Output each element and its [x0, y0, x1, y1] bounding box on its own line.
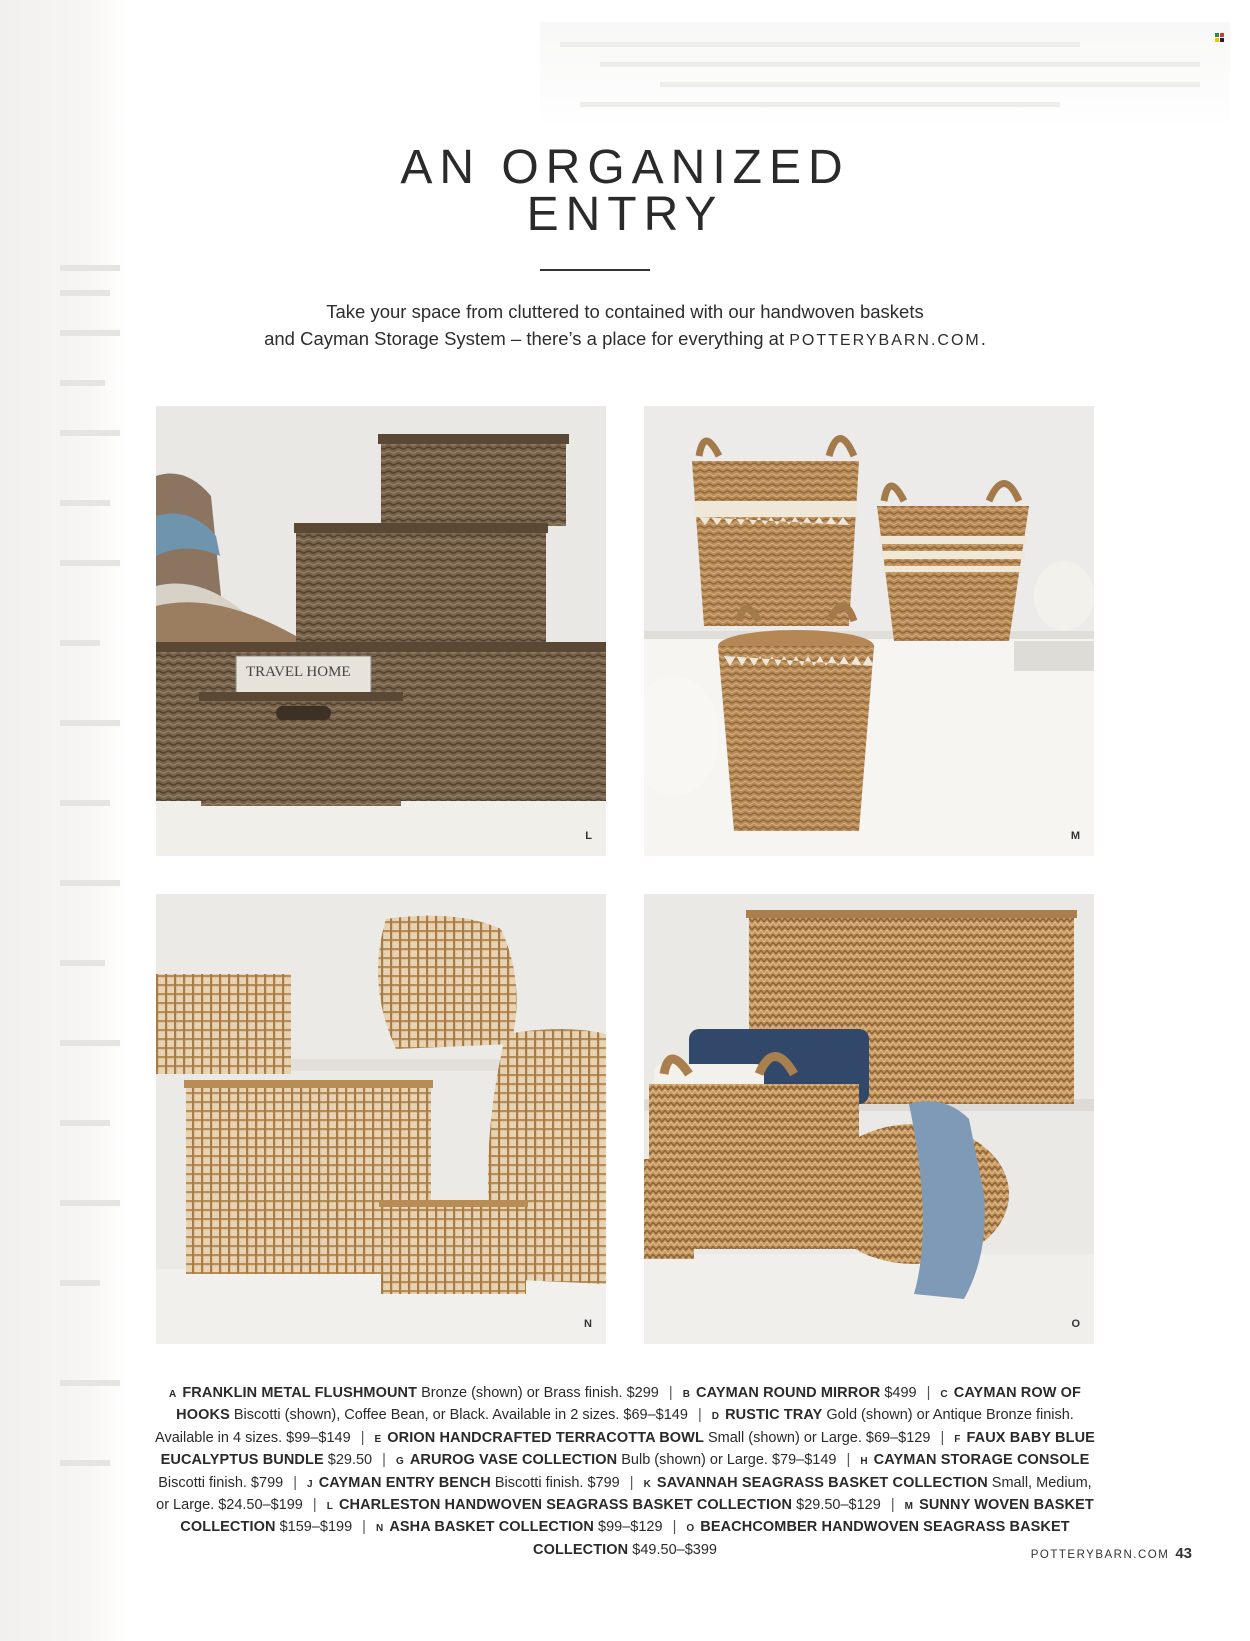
product-detail: Gold (shown) or Antique Bronze finish. Available in 4 sizes. $99–$149 — [155, 1407, 1074, 1446]
intro-line-1: Take your space from cluttered to contained with our handwoven baskets — [326, 301, 924, 322]
intro-line-2-text: and Cayman Storage System – there’s a place for everything at — [264, 328, 790, 349]
product-name: CAYMAN ENTRY BENCH — [318, 1474, 491, 1491]
product-letter: M — [904, 1501, 914, 1513]
page-number: 43 — [1175, 1545, 1192, 1562]
product-item — [375, 1430, 931, 1446]
product-name: FAUX BABY BLUE EUCALYPTUS BUNDLE — [160, 1429, 1095, 1469]
product-detail: Small (shown) or Large. $69–$129 — [707, 1429, 931, 1446]
color-registration-icon — [1215, 33, 1224, 42]
product-name: RUSTIC TRAY — [725, 1407, 823, 1424]
photo-asha-baskets — [156, 894, 606, 1344]
intro-brand-link[interactable]: POTTERYBARN.COM — [789, 332, 981, 349]
product-name: ARUROG VASE COLLECTION — [409, 1452, 618, 1469]
product-name: CAYMAN ROW OF HOOKS — [176, 1385, 1081, 1424]
product-item — [683, 1385, 917, 1401]
product-detail: Biscotti finish. $799 — [158, 1474, 284, 1491]
product-detail: $29.50–$129 — [796, 1497, 881, 1514]
product-letter: G — [395, 1456, 404, 1468]
product-detail: Small, Medium, or Large. $24.50–$199 — [156, 1474, 1092, 1514]
product-name: CAYMAN STORAGE CONSOLE — [873, 1452, 1090, 1469]
photo-beachcomber-baskets — [644, 894, 1094, 1344]
product-detail: Biscotti (shown), Coffee Bean, or Black. Available in 2 sizes. $69–$149 — [233, 1407, 688, 1424]
product-detail: Bulb (shown) or Large. $79–$149 — [621, 1452, 837, 1469]
product-item — [327, 1497, 881, 1513]
photo-label-l: L — [585, 830, 592, 842]
product-separator: | — [940, 1429, 945, 1446]
product-separator: | — [360, 1429, 365, 1446]
photo-label-m: M — [1070, 830, 1080, 842]
product-detail: Bronze (shown) or Brass finish. $299 — [421, 1385, 659, 1401]
product-letter: H — [860, 1456, 868, 1468]
product-letter: B — [682, 1389, 691, 1400]
product-letter: F — [954, 1433, 961, 1445]
product-letter: O — [686, 1523, 695, 1535]
product-detail: Biscotti finish. $799 — [494, 1474, 620, 1491]
product-name: ORION HANDCRAFTED TERRACOTTA BOWL — [387, 1429, 704, 1446]
title-divider — [540, 269, 650, 271]
product-separator: | — [926, 1385, 931, 1401]
product-name: FRANKLIN METAL FLUSHMOUNT — [182, 1385, 418, 1401]
left-page-gutter — [0, 0, 128, 1641]
product-letter: K — [643, 1478, 651, 1490]
page-footer — [1031, 1545, 1192, 1562]
product-letter: E — [374, 1433, 382, 1445]
intro-line-2-suffix: . — [980, 328, 986, 349]
product-name: BEACHCOMBER HANDWOVEN SEAGRASS BASKET COLLECTION — [533, 1519, 1070, 1558]
product-separator: | — [362, 1519, 366, 1536]
product-separator: | — [846, 1452, 851, 1469]
photo-label-o: O — [1071, 1318, 1080, 1330]
product-letter: L — [326, 1501, 333, 1513]
product-letter: J — [307, 1478, 313, 1490]
page-title-line-1: AN ORGANIZED — [400, 141, 850, 194]
product-separator: | — [890, 1497, 895, 1514]
product-item — [169, 1385, 659, 1401]
product-detail: $49.50–$399 — [632, 1541, 717, 1558]
product-name: ASHA BASKET COLLECTION — [389, 1519, 594, 1536]
product-detail: $29.50 — [327, 1452, 373, 1469]
product-separator: | — [668, 1385, 673, 1401]
product-item — [307, 1475, 620, 1491]
product-separator: | — [293, 1474, 298, 1491]
product-letter: D — [711, 1411, 720, 1423]
product-separator: | — [629, 1474, 634, 1491]
product-name: SUNNY WOVEN BASKET COLLECTION — [180, 1497, 1094, 1536]
product-detail: $499 — [884, 1385, 917, 1401]
page-title-line-2: ENTRY — [526, 188, 724, 241]
photo-charleston-baskets — [156, 406, 606, 856]
product-separator: | — [697, 1407, 702, 1424]
product-letter: C — [940, 1389, 948, 1400]
footer-site[interactable]: POTTERYBARN.COM — [1030, 1549, 1170, 1561]
product-letter: N — [375, 1523, 384, 1535]
product-item — [376, 1519, 663, 1535]
product-detail: $99–$129 — [598, 1519, 663, 1536]
product-separator: | — [382, 1452, 386, 1469]
intro-line-2 — [0, 326, 1250, 354]
product-letter: A — [169, 1389, 177, 1400]
photo-label-n: N — [584, 1318, 592, 1330]
product-name: SAVANNAH SEAGRASS BASKET COLLECTION — [656, 1474, 988, 1491]
photo-sunny-baskets — [644, 406, 1094, 856]
product-separator: | — [312, 1497, 317, 1514]
product-item — [396, 1452, 837, 1468]
travel-home-book-title: TRAVEL HOME — [246, 664, 351, 680]
product-separator: | — [672, 1519, 677, 1536]
product-name: CAYMAN ROUND MIRROR — [696, 1385, 881, 1401]
product-detail: $159–$199 — [279, 1519, 353, 1536]
product-name: CHARLESTON HANDWOVEN SEAGRASS BASKET COLLECTION — [338, 1497, 793, 1514]
product-descriptions — [150, 1383, 1100, 1560]
show-through-strip — [540, 22, 1230, 122]
